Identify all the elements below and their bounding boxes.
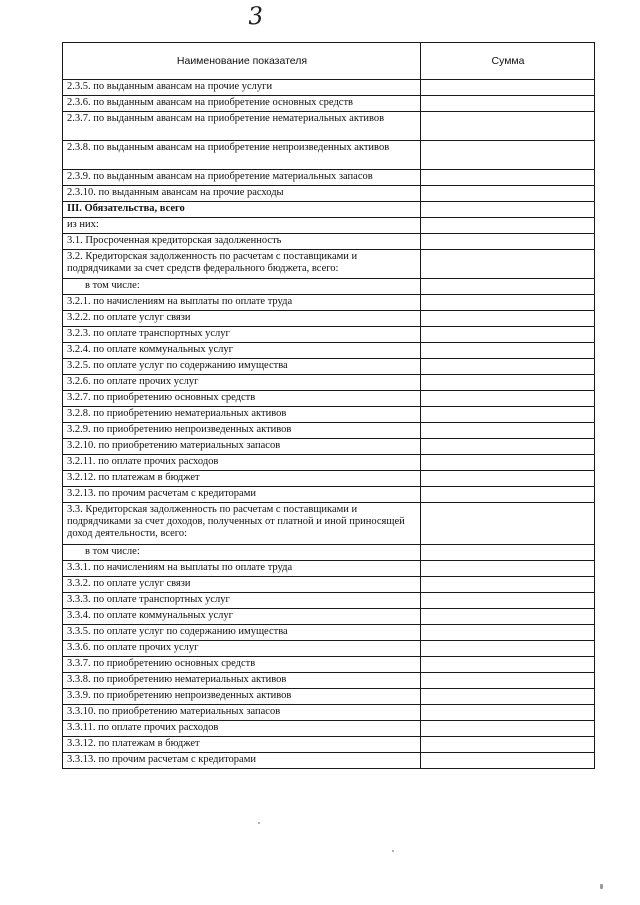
table-row — [63, 295, 595, 311]
sum-cell — [421, 423, 595, 439]
sum-cell — [421, 391, 595, 407]
table-row — [63, 279, 595, 295]
table-header — [63, 43, 595, 80]
sum-cell — [421, 295, 595, 311]
table-row — [63, 471, 595, 487]
indicator-name-cell: 3.3.4. по оплате коммунальных услуг — [63, 609, 421, 625]
table-row — [63, 673, 595, 689]
sum-cell — [421, 359, 595, 375]
sum-cell — [421, 96, 595, 112]
indicator-name-cell: 3.3.1. по начислениям на выплаты по оплате труда — [63, 561, 421, 577]
scan-speck — [258, 822, 260, 824]
table-row — [63, 753, 595, 769]
indicator-name-cell: 3.3.6. по оплате прочих услуг — [63, 641, 421, 657]
table-row — [63, 218, 595, 234]
sum-cell — [421, 455, 595, 471]
scan-speck — [392, 850, 394, 852]
table-row — [63, 439, 595, 455]
indicator-name-cell: 3.3.7. по приобретению основных средств — [63, 657, 421, 673]
sum-cell — [421, 545, 595, 561]
table-row — [63, 359, 595, 375]
indicator-name-cell: 3.2.1. по начислениям на выплаты по оплате труда — [63, 295, 421, 311]
page-number: 3 — [247, 1, 265, 31]
indicator-name-cell: 3.3.12. по платежам в бюджет — [63, 737, 421, 753]
indicator-name-cell: 2.3.8. по выданным авансам на приобретение непроизведенных активов — [63, 141, 421, 170]
sum-cell — [421, 593, 595, 609]
table-row — [63, 593, 595, 609]
indicator-name-cell: 3.3.9. по приобретению непроизведенных активов — [63, 689, 421, 705]
indicator-name-cell: 3.2.6. по оплате прочих услуг — [63, 375, 421, 391]
sum-cell — [421, 503, 595, 545]
table-row — [63, 96, 595, 112]
table-row — [63, 327, 595, 343]
scan-speck — [600, 884, 603, 889]
indicator-name-cell: 3.2.4. по оплате коммунальных услуг — [63, 343, 421, 359]
sum-cell — [421, 487, 595, 503]
indicator-name-cell: 3.2.10. по приобретению материальных запасов — [63, 439, 421, 455]
table-body — [63, 80, 595, 769]
table-row — [63, 737, 595, 753]
indicators-table — [62, 42, 595, 769]
sum-cell — [421, 407, 595, 423]
table-row — [63, 625, 595, 641]
table-row — [63, 141, 595, 170]
sum-cell — [421, 279, 595, 295]
sum-cell — [421, 641, 595, 657]
table-row — [63, 577, 595, 593]
sum-cell — [421, 186, 595, 202]
indicator-name-cell: 3.2.12. по платежам в бюджет — [63, 471, 421, 487]
sum-cell — [421, 80, 595, 96]
indicator-name-cell: 3.2.9. по приобретению непроизведенных активов — [63, 423, 421, 439]
sum-cell — [421, 170, 595, 186]
table-row — [63, 234, 595, 250]
indicator-name-cell: 3.3.11. по оплате прочих расходов — [63, 721, 421, 737]
table-row — [63, 170, 595, 186]
table-row — [63, 641, 595, 657]
table-row — [63, 311, 595, 327]
table-row — [63, 705, 595, 721]
sum-cell — [421, 577, 595, 593]
sum-cell — [421, 737, 595, 753]
indicator-name-cell: 3.2.13. по прочим расчетам с кредиторами — [63, 487, 421, 503]
indicator-name-cell: III. Обязательства, всего — [63, 202, 421, 218]
indicator-name-cell: 2.3.9. по выданным авансам на приобретение материальных запасов — [63, 170, 421, 186]
table-row — [63, 375, 595, 391]
sum-cell — [421, 721, 595, 737]
sum-cell — [421, 705, 595, 721]
table-row — [63, 609, 595, 625]
sum-cell — [421, 673, 595, 689]
header-indicator-name: Наименование показателя — [63, 43, 421, 80]
indicator-name-cell: 3.2.3. по оплате транспортных услуг — [63, 327, 421, 343]
indicator-name-cell: 3.3.10. по приобретению материальных запасов — [63, 705, 421, 721]
table-row — [63, 112, 595, 141]
sum-cell — [421, 141, 595, 170]
table-row — [63, 689, 595, 705]
indicator-name-cell: 2.3.10. по выданным авансам на прочие расходы — [63, 186, 421, 202]
sum-cell — [421, 689, 595, 705]
indicator-name-cell: 3.3.5. по оплате услуг по содержанию имущества — [63, 625, 421, 641]
indicator-name-cell: 2.3.5. по выданным авансам на прочие услуги — [63, 80, 421, 96]
table-row — [63, 202, 595, 218]
indicator-name-cell: 3.2.5. по оплате услуг по содержанию имущества — [63, 359, 421, 375]
table-row — [63, 186, 595, 202]
table-row — [63, 487, 595, 503]
sum-cell — [421, 112, 595, 141]
sum-cell — [421, 202, 595, 218]
indicator-name-cell: 2.3.7. по выданным авансам на приобретение нематериальных активов — [63, 112, 421, 141]
table-row — [63, 391, 595, 407]
table-row — [63, 545, 595, 561]
indicator-name-cell: в том числе: — [63, 545, 421, 561]
sum-cell — [421, 250, 595, 279]
table-row — [63, 455, 595, 471]
sum-cell — [421, 311, 595, 327]
table-row — [63, 343, 595, 359]
table-row — [63, 250, 595, 279]
sum-cell — [421, 561, 595, 577]
sum-cell — [421, 375, 595, 391]
indicator-name-cell: 3.2.2. по оплате услуг связи — [63, 311, 421, 327]
indicator-name-cell: в том числе: — [63, 279, 421, 295]
indicators-table-container — [62, 42, 594, 769]
indicator-name-cell: 3.2.11. по оплате прочих расходов — [63, 455, 421, 471]
table-row — [63, 721, 595, 737]
sum-cell — [421, 343, 595, 359]
indicator-name-cell: 3.3.13. по прочим расчетам с кредиторами — [63, 753, 421, 769]
indicator-name-cell: 3.3.8. по приобретению нематериальных активов — [63, 673, 421, 689]
indicator-name-cell: 3.2.8. по приобретению нематериальных активов — [63, 407, 421, 423]
indicator-name-cell: 3.3.2. по оплате услуг связи — [63, 577, 421, 593]
table-row — [63, 657, 595, 673]
sum-cell — [421, 471, 595, 487]
sum-cell — [421, 657, 595, 673]
table-row — [63, 423, 595, 439]
header-sum: Сумма — [421, 43, 595, 80]
indicator-name-cell: 3.3. Кредиторская задолженность по расчетам с поставщиками и подрядчиками за счет доходов, полученных от платной и иной приносящей доход деятельности, всего: — [63, 503, 421, 545]
indicator-name-cell: 3.1. Просроченная кредиторская задолженность — [63, 234, 421, 250]
sum-cell — [421, 625, 595, 641]
indicator-name-cell: 3.3.3. по оплате транспортных услуг — [63, 593, 421, 609]
sum-cell — [421, 327, 595, 343]
table-row — [63, 561, 595, 577]
sum-cell — [421, 218, 595, 234]
sum-cell — [421, 609, 595, 625]
header-row — [63, 43, 595, 80]
sum-cell — [421, 753, 595, 769]
indicator-name-cell: 3.2.7. по приобретению основных средств — [63, 391, 421, 407]
table-row — [63, 80, 595, 96]
sum-cell — [421, 234, 595, 250]
table-row — [63, 407, 595, 423]
indicator-name-cell: из них: — [63, 218, 421, 234]
indicator-name-cell: 3.2. Кредиторская задолженность по расчетам с поставщиками и подрядчиками за счет средств федерального бюджета, всего: — [63, 250, 421, 279]
sum-cell — [421, 439, 595, 455]
table-row — [63, 503, 595, 545]
indicator-name-cell: 2.3.6. по выданным авансам на приобретение основных средств — [63, 96, 421, 112]
